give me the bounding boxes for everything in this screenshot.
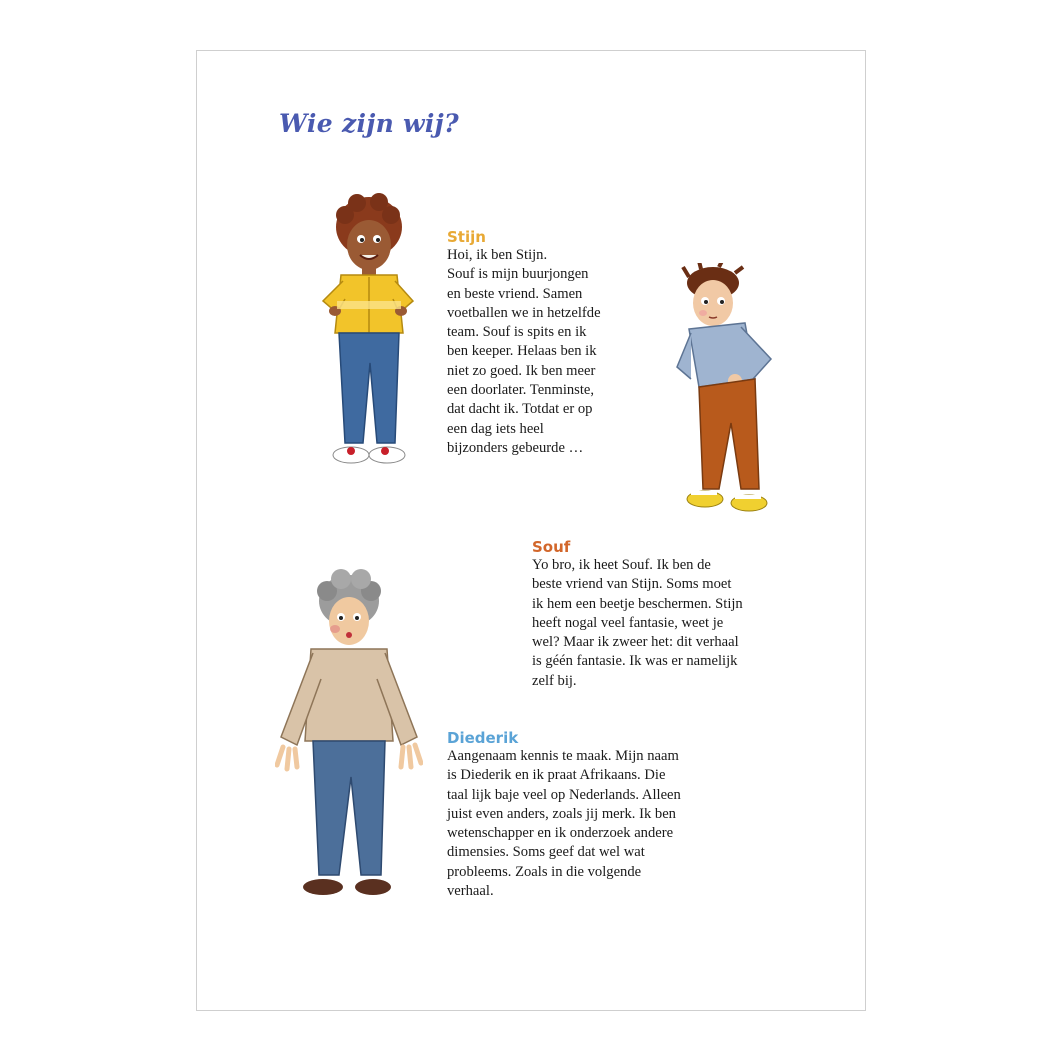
character-name: Diederik xyxy=(447,729,519,747)
souf-illustration xyxy=(675,263,777,543)
character-stijn xyxy=(447,228,601,458)
character-description: Hoi, ik ben Stijn. Souf is mijn buurjongen en beste vriend. Samen voetballen we in hetzelfde team. Souf is spits en ik ben keeper. Helaas ben ik niet zo goed. Ik ben meer een doorlater. Tenminste, dat dacht ik. Totdat er op een dag iets heel bijzonders gebeurde … xyxy=(447,247,601,456)
book-page xyxy=(196,50,866,1011)
character-souf xyxy=(532,538,743,691)
diederik-illustration xyxy=(275,569,423,909)
stijn-illustration xyxy=(315,193,415,478)
character-description: Yo bro, ik heet Souf. Ik ben de beste vriend van Stijn. Soms moet ik hem een beetje beschermen. Stijn heeft nogal veel fantasie, weet je wel? Maar ik zweer het: dit verhaal is géén fantasie. Ik was er namelijk zelf bij. xyxy=(532,557,743,689)
character-name: Souf xyxy=(532,538,571,556)
character-diederik xyxy=(447,729,681,901)
page-title: Wie zijn wij? xyxy=(279,109,459,138)
character-name: Stijn xyxy=(447,228,486,246)
character-description: Aangenaam kennis te maak. Mijn naam is Diederik en ik praat Afrikaans. Die taal lijk baje veel op Nederlands. Alleen juist even anders, zoals jij merk. Ik ben wetenschapper en ik onderzoek andere dimensies. Soms geef dat wel wat probleems. Zoals in die volgende verhaal. xyxy=(447,748,681,900)
